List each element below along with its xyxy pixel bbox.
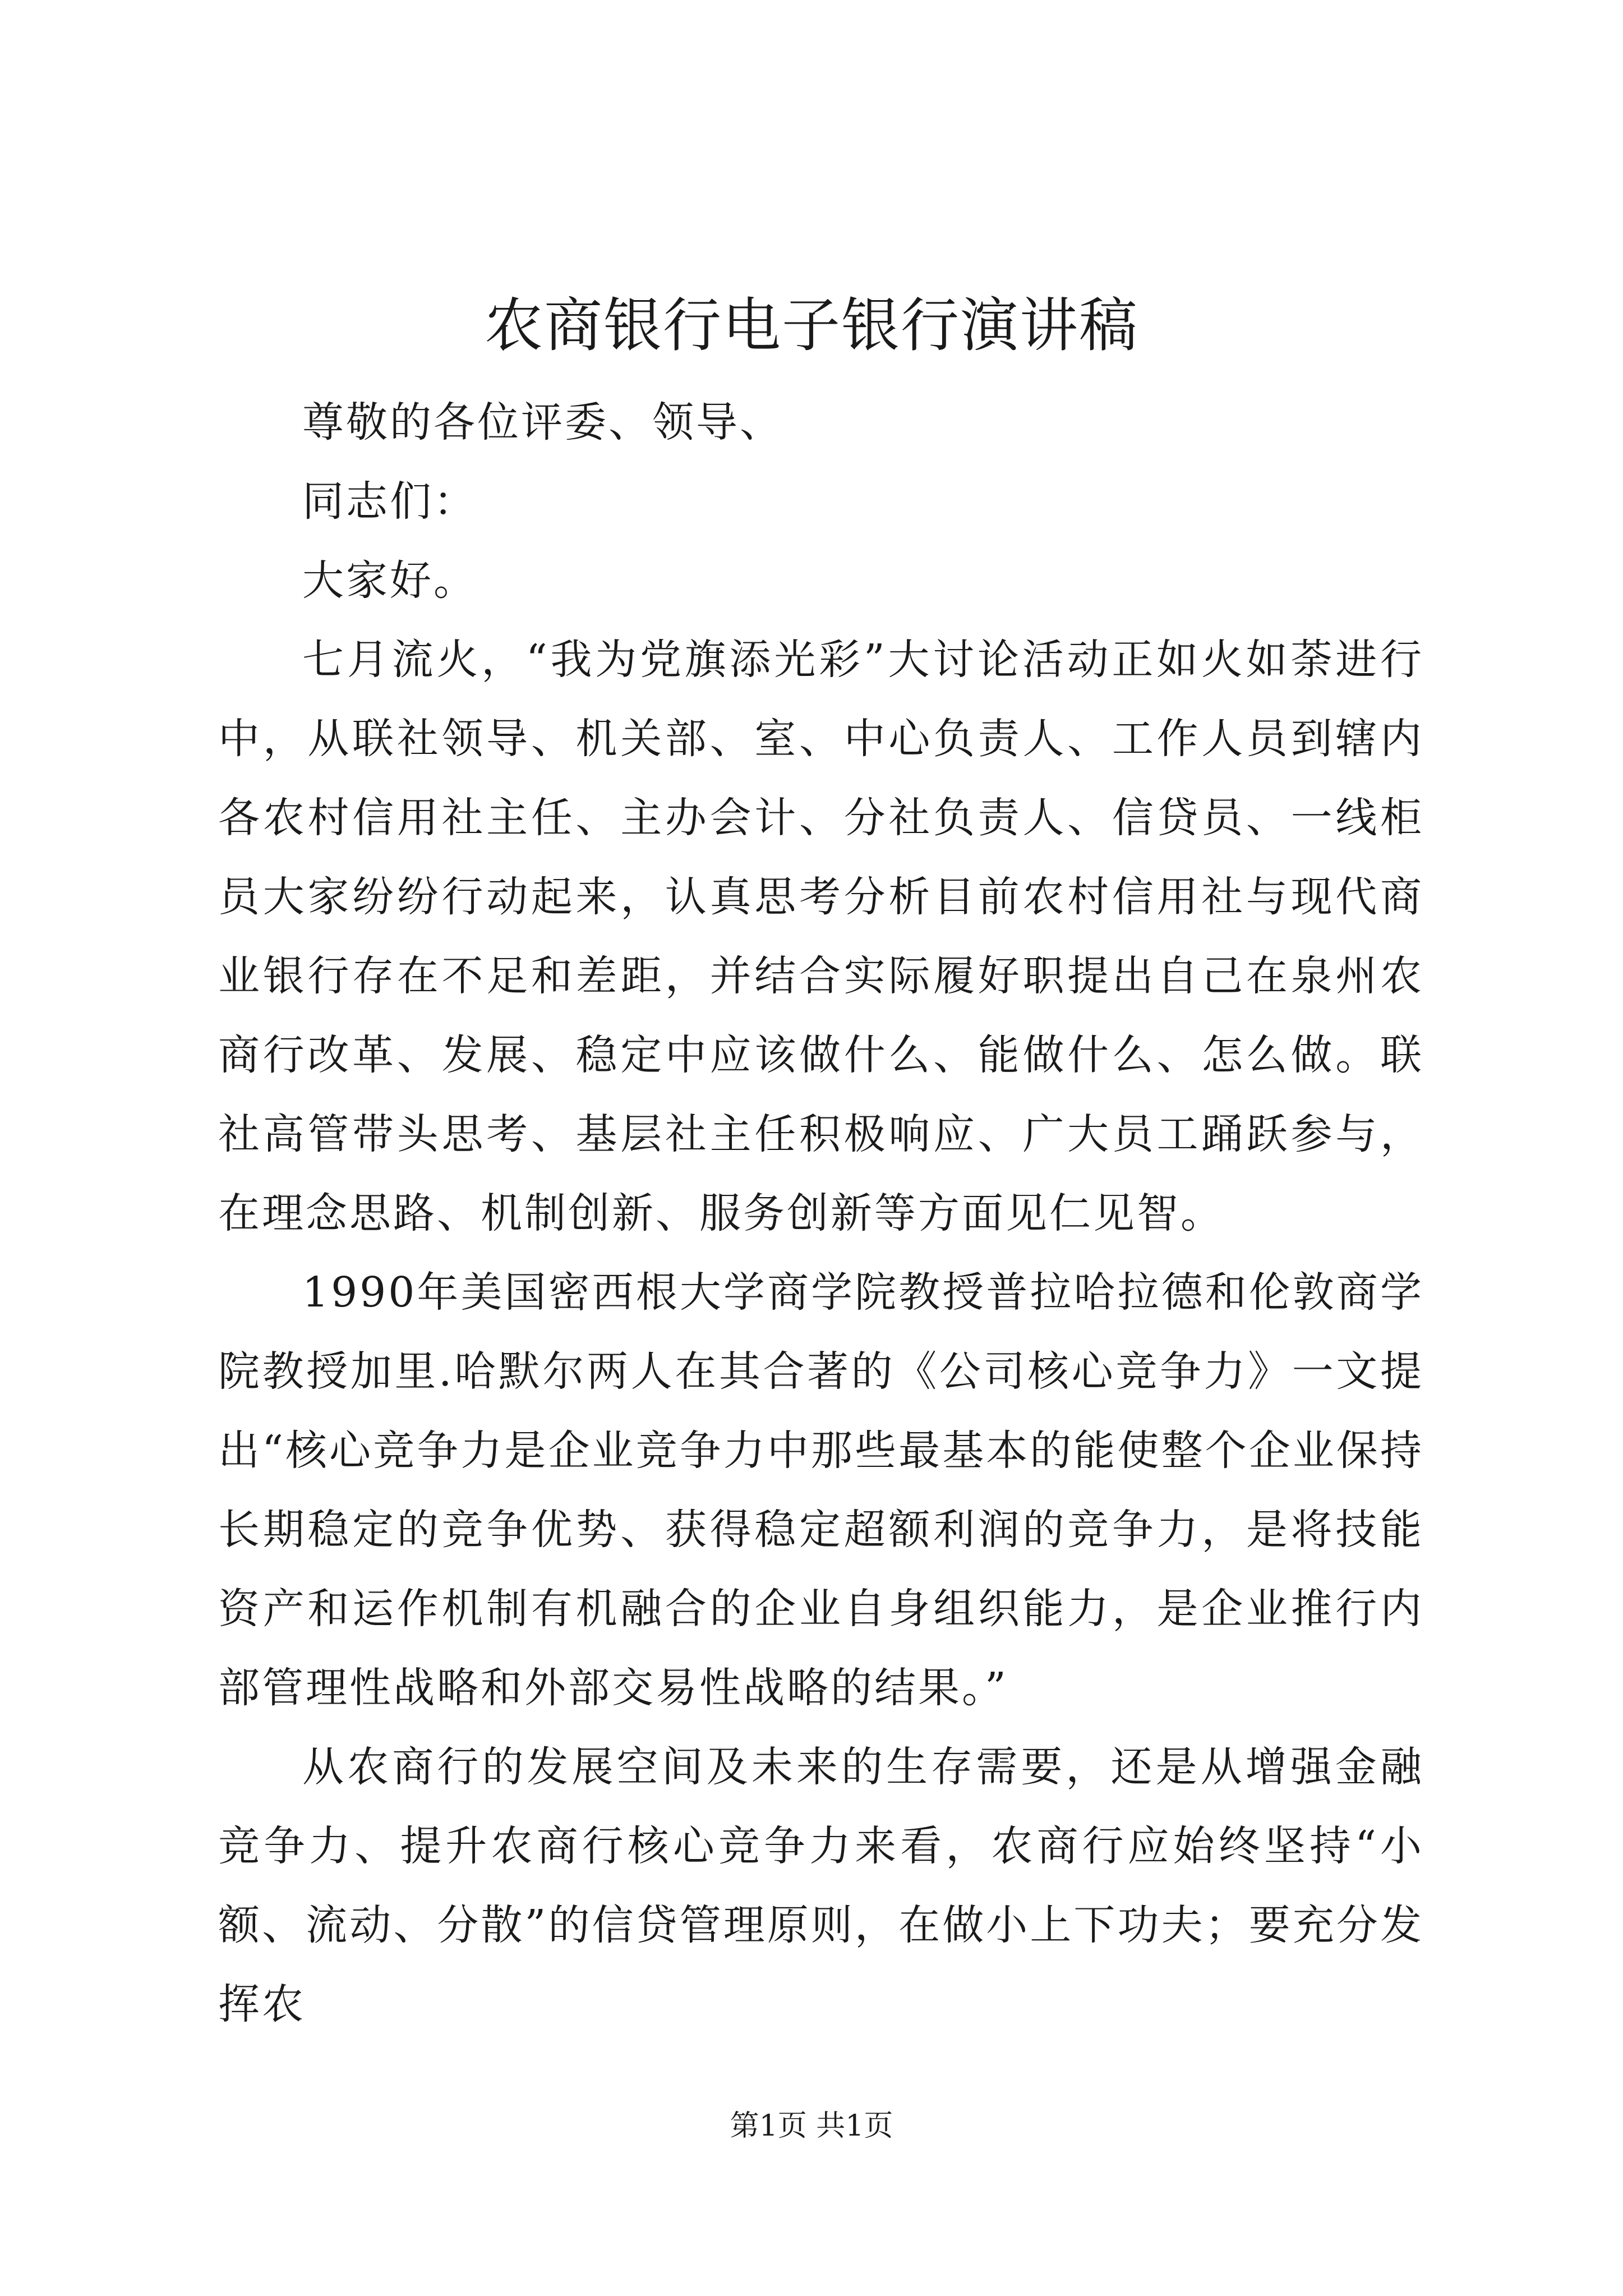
- greeting-line: 大家好。: [302, 556, 477, 605]
- body-paragraph: 从农商行的发展空间及未来的生存需要，还是从增强金融竞争力、提升农商行核心竞争力来看，农商行应始终坚持“小额、流动、分散”的信贷管理原则，在做小上下功夫；要充分发挥农: [218, 1743, 1424, 2028]
- salutation-line-2: 同志们：: [302, 477, 477, 526]
- salutation-line-1: 尊敬的各位评委、领导、: [302, 398, 783, 447]
- body-paragraph: 1990年美国密西根大学商学院教授普拉哈拉德和伦敦商学院教授加里.哈默尔两人在其合著的《公司核心竞争力》一文提出“核心竞争力是企业竞争力中那些最基本的能使整个企业保持长期稳定的竞争优势、获得稳定超额利润的竞争力，是将技能资产和运作机制有机融合的企业自身组织能力，是企业推行内部管理性战略和外部交易性战略的结果。”: [218, 1268, 1424, 1712]
- document-body: [218, 383, 1424, 2044]
- document-title: 农商银行电子银行演讲稿: [484, 291, 1138, 360]
- page-number-footer: 第1页 共1页: [730, 2109, 893, 2143]
- body-paragraph: 七月流火，“我为党旗添光彩”大讨论活动正如火如荼进行中，从联社领导、机关部、室、中心负责人、工作人员到辖内各农村信用社主任、主办会计、分社负责人、信贷员、一线柜员大家纷纷行动起来，认真思考分析目前农村信用社与现代商业银行存在不足和差距，并结合实际履好职提出自己在泉州农商行改革、发展、稳定中应该做什么、能做什么、怎么做。联社高管带头思考、基层社主任积极响应、广大员工踊跃参与，在理念思路、机制创新、服务创新等方面见仁见智。: [218, 636, 1424, 1237]
